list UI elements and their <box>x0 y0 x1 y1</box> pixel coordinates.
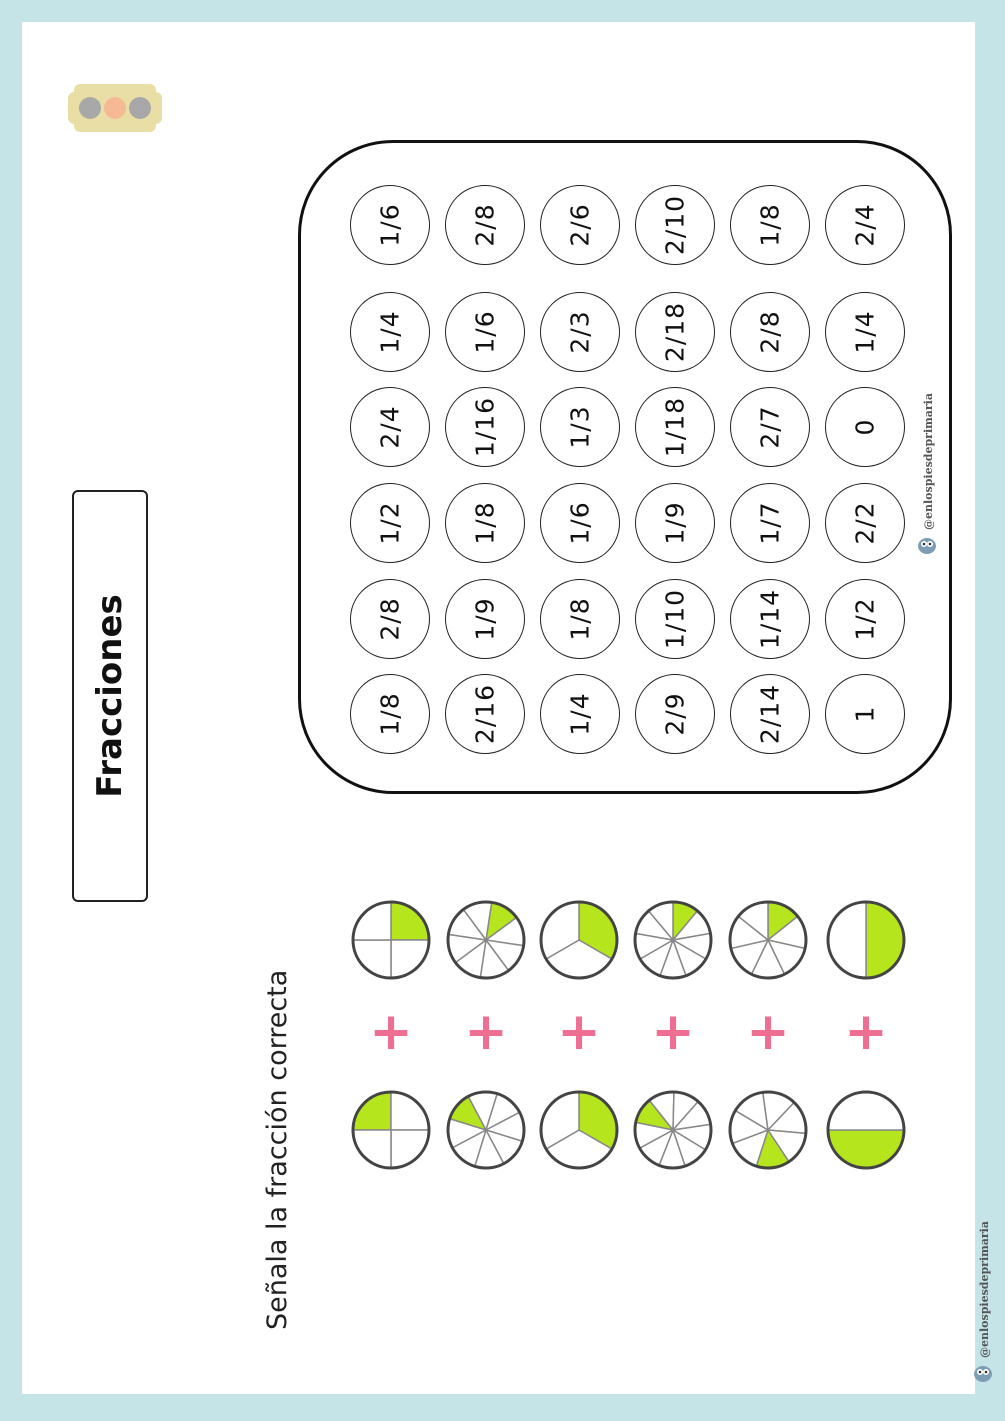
fraction-circle[interactable] <box>540 674 620 754</box>
fraction-circle[interactable] <box>825 674 905 754</box>
fraction-label: 1/6 <box>375 203 405 247</box>
fraction-circle[interactable] <box>445 674 525 754</box>
fraction-circle[interactable] <box>540 387 620 467</box>
fraction-circle[interactable] <box>350 579 430 659</box>
fraction-circle[interactable] <box>635 483 715 563</box>
fraction-label: 1/8 <box>565 597 595 641</box>
fraction-label: 1/10 <box>660 588 690 650</box>
fraction-label: 2/7 <box>755 405 785 449</box>
title-box <box>72 490 148 902</box>
fraction-label: 2/8 <box>375 597 405 641</box>
fraction-circle[interactable] <box>540 579 620 659</box>
fraction-circle[interactable] <box>635 292 715 372</box>
fraction-label: 2/18 <box>660 301 690 363</box>
fraction-circle[interactable] <box>445 483 525 563</box>
fraction-circle[interactable] <box>730 579 810 659</box>
fraction-circle[interactable] <box>635 387 715 467</box>
fraction-label: 1/3 <box>565 405 595 449</box>
fraction-circle[interactable] <box>730 387 810 467</box>
fraction-label: 2/14 <box>755 683 785 745</box>
plus-sign: + <box>746 1002 790 1062</box>
fraction-label: 1/6 <box>565 501 595 545</box>
fraction-label: 2/9 <box>660 692 690 736</box>
fraction-label: 1/4 <box>375 310 405 354</box>
fraction-circle[interactable] <box>350 483 430 563</box>
plus-sign: + <box>844 1002 888 1062</box>
fraction-circle[interactable] <box>350 185 430 265</box>
fraction-label: 1/9 <box>470 597 500 641</box>
fraction-label: 1/8 <box>375 692 405 736</box>
fraction-label: 1/18 <box>660 396 690 458</box>
fraction-circle[interactable] <box>730 483 810 563</box>
fraction-label: 1/9 <box>660 501 690 545</box>
fraction-label: 1/7 <box>755 501 785 545</box>
fraction-circle[interactable] <box>445 387 525 467</box>
fraction-label: 1 <box>850 705 880 723</box>
credit-watermark: @enlospiesdeprimaria <box>922 393 935 530</box>
fraction-label: 1/8 <box>470 501 500 545</box>
fraction-circle[interactable] <box>825 292 905 372</box>
fraction-label: 2/10 <box>660 194 690 256</box>
fraction-circle[interactable] <box>825 387 905 467</box>
fraction-circle[interactable] <box>730 292 810 372</box>
plus-sign: + <box>557 1002 601 1062</box>
fractions-grid <box>298 140 952 794</box>
fraction-label: 1/16 <box>470 396 500 458</box>
fraction-circle[interactable] <box>825 579 905 659</box>
fraction-label: 0 <box>850 418 880 436</box>
fraction-label: 2/3 <box>565 310 595 354</box>
plus-sign: + <box>464 1002 508 1062</box>
fraction-circle[interactable] <box>540 483 620 563</box>
fraction-label: 1/6 <box>470 310 500 354</box>
fraction-circle[interactable] <box>350 387 430 467</box>
fraction-circle[interactable] <box>730 185 810 265</box>
fraction-label: 2/6 <box>565 203 595 247</box>
owl-logo-icon <box>916 534 938 556</box>
fraction-circle[interactable] <box>730 674 810 754</box>
fraction-circle[interactable] <box>825 185 905 265</box>
fraction-label: 2/4 <box>850 203 880 247</box>
fraction-circle[interactable] <box>635 185 715 265</box>
fraction-circle[interactable] <box>825 483 905 563</box>
fraction-label: 1/4 <box>565 692 595 736</box>
plus-sign: + <box>369 1002 413 1062</box>
fraction-circle[interactable] <box>445 292 525 372</box>
fraction-label: 1/4 <box>850 310 880 354</box>
fraction-label: 1/14 <box>755 588 785 650</box>
fraction-circle[interactable] <box>540 185 620 265</box>
fraction-circle[interactable] <box>350 674 430 754</box>
fraction-label: 2/8 <box>755 310 785 354</box>
fraction-label: 2/2 <box>850 501 880 545</box>
fraction-circle[interactable] <box>635 579 715 659</box>
instruction-text: Señala la fracción correcta <box>262 969 293 1330</box>
fraction-label: 1/2 <box>850 597 880 641</box>
fraction-label: 1/8 <box>755 203 785 247</box>
plus-sign: + <box>651 1002 695 1062</box>
page-title: Fracciones <box>90 594 130 798</box>
owl-logo-icon <box>972 1362 994 1384</box>
fraction-label: 2/8 <box>470 203 500 247</box>
fraction-circle[interactable] <box>350 292 430 372</box>
fraction-circle[interactable] <box>540 292 620 372</box>
credit-watermark-footer: @enlospiesdeprimaria <box>978 1221 991 1358</box>
fraction-label: 1/2 <box>375 501 405 545</box>
fraction-label: 2/4 <box>375 405 405 449</box>
fraction-label: 2/16 <box>470 683 500 745</box>
fraction-circle[interactable] <box>635 674 715 754</box>
fraction-circle[interactable] <box>445 579 525 659</box>
fraction-circle[interactable] <box>445 185 525 265</box>
traffic-light-icon <box>68 80 162 136</box>
